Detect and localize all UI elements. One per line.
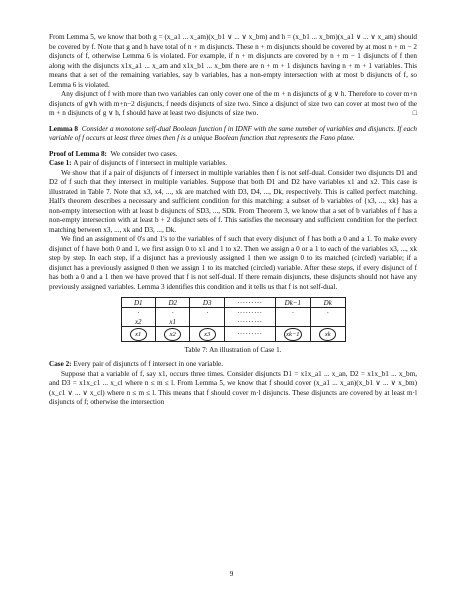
table-cell: · bbox=[155, 308, 189, 318]
table-cell bbox=[310, 317, 345, 327]
case-1-label: Case 1: bbox=[49, 159, 72, 167]
table-caption: Table 7: An illustration of Case 1. bbox=[184, 346, 282, 354]
table-cell: ········· bbox=[224, 308, 275, 318]
circled-variable: x3 bbox=[199, 328, 216, 341]
table-cell bbox=[310, 327, 345, 342]
proof-intro: We consider two cases. bbox=[110, 149, 178, 158]
table-7 bbox=[121, 297, 346, 354]
table-header-cell: ········· bbox=[224, 298, 275, 308]
table-cell: · bbox=[190, 308, 224, 318]
paragraph-2-text: Any disjunct of f with more than two variables can only cover one of the m + n disjuncts of g ∨ h. Therefore to cover m+n disjuncts of g∨h with m+n−2 disjuncts, f needs disjuncts of size two. Since a disjunct of size two can cover at most two of the m + n disjuncts of g ∨ h, f should have at least two disjuncts of size two. bbox=[49, 90, 417, 117]
table-header-cell: D1 bbox=[121, 298, 155, 308]
table-header-cell: D2 bbox=[155, 298, 189, 308]
proof-label: Proof of Lemma 8: bbox=[49, 149, 107, 158]
circled-variable: xk bbox=[319, 328, 336, 341]
table-cell: · bbox=[275, 308, 310, 318]
paragraph-5: Suppose that a variable of f, say x1, occurs three times. Consider disjuncts D1 = x1x_a1 ... x_an, D2 = x1x_b1 ... x_bm, and D3 = x1x_c1 ... x_cl where n ≤ m ≤ l. From Lemma 5, we know that f should cover (x_a1 ... x_an)(x_b1 ∨ ... ∨ x_bm)(x_c1 ∨ ... ∨ x_cl) where n ≤ m ≤ l. This means that f should cover m·l disjuncts. These disjuncts are covered by at least m·l disjuncts of f; otherwise the intersection bbox=[49, 369, 417, 406]
table-cell: ········· bbox=[224, 327, 275, 342]
illustration-table bbox=[121, 297, 346, 342]
paper-page bbox=[49, 33, 417, 408]
case-1-heading bbox=[49, 159, 417, 169]
paragraph-4: We find an assignment of 0's and 1's to the variables of f such that every disjunct of f has both a 0 and a 1. To make every disjunct of f have both 0 and 1, we first assign 0 to x1 and 1 to x2. Then we assign a 0 or a 1 to each of the variables x3, ..., xk step by step. In each step, if a disjunct has a previously assigned 1 then we assign 0 to its matched (circled) variable; if a disjunct has a previously assigned 0 then we assign 1 to its matched (circled) variable. After these steps, if every disjunct of f has both a 0 and a 1 then we have proved that f is not self-dual. If there remain disjuncts, these disjuncts should not have any previously assigned variables. Lemma 3 identifies this condition and it tells us that f is not self-dual. bbox=[49, 235, 417, 291]
case-1-text: A pair of disjuncts of f intersect in multiple variables. bbox=[73, 159, 228, 167]
table-row bbox=[121, 317, 345, 327]
table-header-cell: Dk−1 bbox=[275, 298, 310, 308]
table-cell bbox=[190, 317, 224, 327]
case-2-label: Case 2: bbox=[49, 360, 72, 368]
table-cell: x1 bbox=[155, 317, 189, 327]
table-cell: x2 bbox=[121, 317, 155, 327]
table-cell bbox=[275, 327, 310, 342]
qed-symbol: □ bbox=[412, 109, 417, 117]
table-cell bbox=[275, 317, 310, 327]
table-cell: ········· bbox=[224, 317, 275, 327]
table-row bbox=[121, 327, 345, 342]
table-cell: · bbox=[121, 308, 155, 318]
table-cell bbox=[155, 327, 189, 342]
table-cell: · bbox=[310, 308, 345, 318]
circled-variable: x2 bbox=[164, 328, 181, 341]
table-header-cell: Dk bbox=[310, 298, 345, 308]
circled-variable: xk−1 bbox=[284, 328, 301, 341]
lemma-label: Lemma 8 bbox=[49, 124, 79, 133]
circled-variable: x1 bbox=[130, 328, 147, 341]
case-2-text: Every pair of disjuncts of f intersect in one variable. bbox=[73, 360, 224, 368]
table-header-row bbox=[121, 298, 345, 308]
page-number: 9 bbox=[229, 569, 234, 578]
lemma-8 bbox=[49, 125, 417, 144]
table-cell bbox=[121, 327, 155, 342]
lemma-statement: Consider a monotone self-dual Boolean function f in IDNF with the same number of variables and disjuncts. If each variable of f occurs at least three times then f is a unique Boolean function that represents the Fano plane. bbox=[49, 124, 417, 142]
table-cell bbox=[190, 327, 224, 342]
paragraph-3: We show that if a pair of disjuncts of f intersect in multiple variables then f is not self-dual. Consider two disjuncts D1 and D2 of f such that they intersect in multiple variables. Suppose that both D1 and D2 have variables x1 and x2. This case is illustrated in Table 7. Note that x3, x4, ..., xk are matched with D3, D4, ..., Dk, respectively. This is called perfect matching. Hall's theorem describes a necessary and sufficient condition for this matching: a subset of b variables of {x3, ..., xk} has a non-empty intersection with at least b disjuncts of SD3, ..., SDk. From Theorem 3, we know that a set of b variables of f has a non-empty intersection with at least b + 2 disjunct sets of f. This satisfies the necessary and sufficient condition for the perfect matching between x3, ..., xk and D3, ..., Dk. bbox=[49, 168, 417, 234]
proof-heading bbox=[49, 150, 417, 160]
paragraph-1: From Lemma 5, we know that both g = (x_a1 ... x_am)(x_b1 ∨ ... ∨ x_bm) and h = (x_b1 ... x_bm)(x_a1 ∨ ... ∨ x_am) should be covered by f. Note that g and h have total of n + m disjuncts. These n + m disjuncts should be covered by at most n + m − 2 disjuncts of f, otherwise Lemma 6 is violated. For example, if n + m disjuncts are covered by n + m − 1 disjuncts of f then along with the disjuncts x1x_a1 ... x_am and x1x_b1 ... x_bm there are n + m + 1 disjuncts having n + m + 1 variables. This means that a set of the remaining variables, say b variables, has a non-empty intersection with at most b disjuncts of f, so Lemma 6 is violated. bbox=[49, 33, 417, 89]
table-header-cell: D3 bbox=[190, 298, 224, 308]
table-row bbox=[121, 308, 345, 318]
case-2-heading bbox=[49, 360, 417, 370]
paragraph-2 bbox=[49, 90, 417, 119]
